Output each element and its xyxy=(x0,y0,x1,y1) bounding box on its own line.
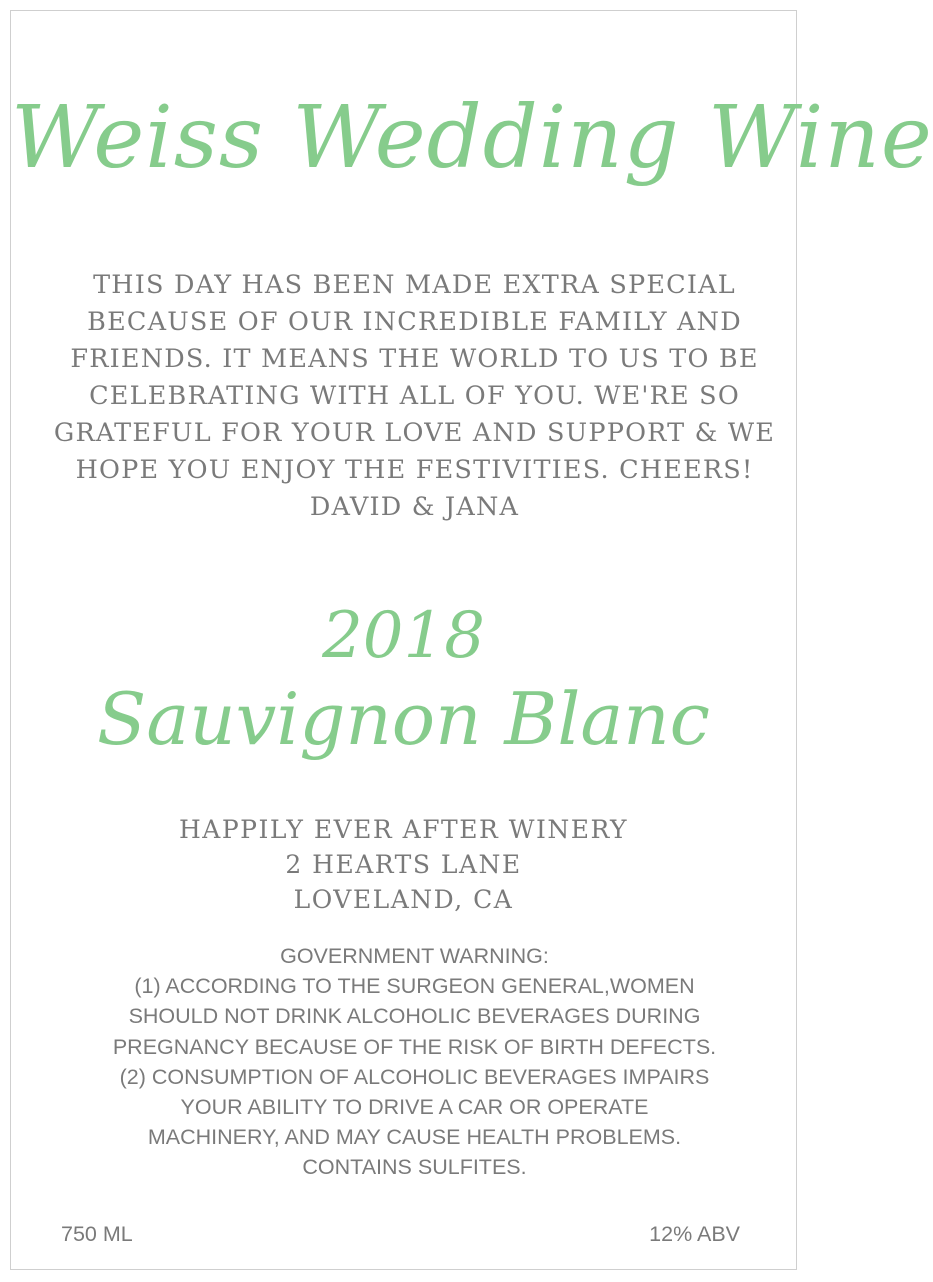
vintage-year: 2018 xyxy=(322,599,485,673)
warning-line: (2) CONSUMPTION OF ALCOHOLIC BEVERAGES IMPAIRS xyxy=(119,1064,710,1089)
label-title: Weiss Wedding Wine xyxy=(11,88,933,188)
warning-line: CONTAINS SULFITES. xyxy=(302,1155,527,1180)
warning-line: SHOULD NOT DRINK ALCOHOLIC BEVERAGES DURING xyxy=(128,1004,701,1029)
government-warning xyxy=(31,941,798,1183)
wine-varietal: Sauvignon Blanc xyxy=(97,677,710,761)
winery-name: HAPPILY EVER AFTER WINERY xyxy=(179,815,628,844)
warning-line: YOUR ABILITY TO DRIVE A CAR OR OPERATE xyxy=(180,1095,649,1120)
warning-line: MACHINERY, AND MAY CAUSE HEALTH PROBLEMS. xyxy=(147,1125,682,1150)
winery-info xyxy=(11,812,796,917)
alcohol-by-volume: 12% ABV xyxy=(649,1222,740,1246)
warning-line: (1) ACCORDING TO THE SURGEON GENERAL,WOMEN xyxy=(134,974,695,999)
bottle-volume: 750 ML xyxy=(61,1222,133,1246)
winery-city: LOVELAND, CA xyxy=(293,885,514,914)
warning-heading: GOVERNMENT WARNING: xyxy=(280,944,549,968)
wine-label xyxy=(10,10,933,1270)
couple-message: THIS DAY HAS BEEN MADE EXTRA SPECIAL BECAUSE OF OUR INCREDIBLE FAMILY AND FRIENDS. IT MEANS THE WORLD TO US TO BE CELEBRATING WITH ALL OF YOU. WE'RE SO GRATEFUL FOR YOUR LOVE AND SUPPORT & WE HOPE YOU ENJOY THE FESTIVITIES. CHEERS! DAVID & JANA xyxy=(53,270,776,522)
warning-line: PREGNANCY BECAUSE OF THE RISK OF BIRTH DEFECTS. xyxy=(112,1034,717,1059)
winery-street: 2 HEARTS LANE xyxy=(285,850,522,879)
